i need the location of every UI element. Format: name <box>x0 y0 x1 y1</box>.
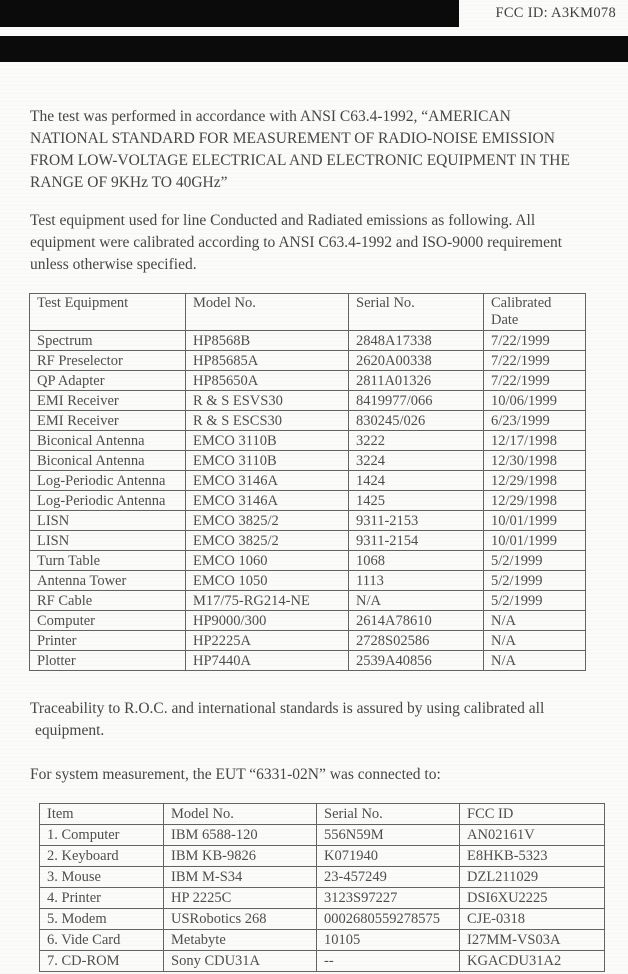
table-cell: EMCO 3110B <box>186 451 349 471</box>
table-cell: 830245/026 <box>349 411 484 431</box>
table-cell: EMCO 3110B <box>186 431 349 451</box>
table-cell: 1068 <box>349 551 484 571</box>
table-cell: KGACDU31A2 <box>460 951 605 972</box>
table-cell: Plotter <box>30 651 186 671</box>
table-cell: 1113 <box>349 571 484 591</box>
table-cell: N/A <box>349 591 484 611</box>
table-cell: 3222 <box>349 431 484 451</box>
table-cell: QP Adapter <box>30 371 186 391</box>
table-row <box>30 411 586 431</box>
table-cell: E8HKB-5323 <box>460 846 605 867</box>
table-row <box>30 471 586 491</box>
table-cell: RF Preselector <box>30 351 186 371</box>
table-cell: HP8568B <box>186 331 349 351</box>
table-row <box>30 511 586 531</box>
table-cell: HP85685A <box>186 351 349 371</box>
table-row <box>40 825 605 846</box>
table-cell: 2620A00338 <box>349 351 484 371</box>
table-row <box>30 371 586 391</box>
text-line: Traceability to R.O.C. and international standards is assured by using calibrated all <box>30 700 545 717</box>
table-cell: 5. Modem <box>40 909 164 930</box>
table-cell: 1425 <box>349 491 484 511</box>
column-header: Model No. <box>164 804 317 825</box>
table-cell: Sony CDU31A <box>164 951 317 972</box>
table-cell: EMCO 3146A <box>186 471 349 491</box>
table-cell: 1424 <box>349 471 484 491</box>
table-cell: N/A <box>484 631 586 651</box>
table-row <box>30 591 586 611</box>
table-cell: Printer <box>30 631 186 651</box>
table-cell: N/A <box>484 651 586 671</box>
text-line: RANGE OF 9KHz TO 40GHz” <box>30 174 228 191</box>
table-header-row <box>30 294 586 331</box>
table-row <box>30 531 586 551</box>
table-cell: Biconical Antenna <box>30 451 186 471</box>
table-cell: AN02161V <box>460 825 605 846</box>
table-cell: 12/29/1998 <box>484 471 586 491</box>
table-cell: IBM KB-9826 <box>164 846 317 867</box>
table-cell: Computer <box>30 611 186 631</box>
table-row <box>40 951 605 972</box>
table-cell: IBM 6588-120 <box>164 825 317 846</box>
table-cell: 3. Mouse <box>40 867 164 888</box>
table-cell: DZL211029 <box>460 867 605 888</box>
table-cell: HP9000/300 <box>186 611 349 631</box>
table-cell: 9311-2154 <box>349 531 484 551</box>
table-cell: R & S ESCS30 <box>186 411 349 431</box>
table-cell: 5/2/1999 <box>484 591 586 611</box>
table-cell: USRobotics 268 <box>164 909 317 930</box>
table-row <box>40 846 605 867</box>
table-cell: DSI6XU2225 <box>460 888 605 909</box>
table-cell: 0002680559278575 <box>317 909 460 930</box>
table-cell: Log-Periodic Antenna <box>30 491 186 511</box>
table-cell: 556N59M <box>317 825 460 846</box>
table-row <box>30 491 586 511</box>
table-cell: EMCO 3825/2 <box>186 531 349 551</box>
table-cell: LISN <box>30 511 186 531</box>
table-row <box>30 551 586 571</box>
paragraph-equipment-intro <box>30 210 562 276</box>
table-cell: 2728S02586 <box>349 631 484 651</box>
table-cell: RF Cable <box>30 591 186 611</box>
table-cell: Log-Periodic Antenna <box>30 471 186 491</box>
table-header-row <box>40 804 605 825</box>
table-cell: R & S ESVS30 <box>186 391 349 411</box>
column-header: Serial No. <box>349 294 484 331</box>
table-cell: 7/22/1999 <box>484 351 586 371</box>
table-cell: 6/23/1999 <box>484 411 586 431</box>
table-cell: HP85650A <box>186 371 349 391</box>
column-header: Model No. <box>186 294 349 331</box>
text-line: unless otherwise specified. <box>30 256 197 273</box>
table-cell: EMI Receiver <box>30 411 186 431</box>
text-line: equipment were calibrated according to ANSI C63.4-1992 and ISO-9000 requirement <box>30 234 563 251</box>
table-row <box>30 391 586 411</box>
column-header: Serial No. <box>317 804 460 825</box>
table-cell: 2811A01326 <box>349 371 484 391</box>
table-cell: EMCO 3825/2 <box>186 511 349 531</box>
column-header: Item <box>40 804 164 825</box>
table-row <box>30 651 586 671</box>
table-row <box>40 888 605 909</box>
scan-artifact-bar-top <box>0 0 459 27</box>
table-cell: 3224 <box>349 451 484 471</box>
table-cell: -- <box>317 951 460 972</box>
table-cell: 12/29/1998 <box>484 491 586 511</box>
table-cell: 4. Printer <box>40 888 164 909</box>
text-line: FROM LOW-VOLTAGE ELECTRICAL AND ELECTRONIC EQUIPMENT IN THE <box>30 152 570 169</box>
column-header: FCC ID <box>460 804 605 825</box>
table-cell: EMI Receiver <box>30 391 186 411</box>
table-cell: 5/2/1999 <box>484 551 586 571</box>
table-row <box>40 867 605 888</box>
table-cell: 12/17/1998 <box>484 431 586 451</box>
table-cell: 10105 <box>317 930 460 951</box>
table-cell: 10/01/1999 <box>484 511 586 531</box>
table-cell: LISN <box>30 531 186 551</box>
table-cell: HP2225A <box>186 631 349 651</box>
table-cell: 2614A78610 <box>349 611 484 631</box>
table-cell: 8419977/066 <box>349 391 484 411</box>
text-line: equipment. <box>35 722 105 739</box>
paragraph-standard <box>30 106 570 194</box>
table-cell: EMCO 1060 <box>186 551 349 571</box>
table-cell: CJE-0318 <box>460 909 605 930</box>
table-row <box>30 451 586 471</box>
column-header: Calibrated Date <box>484 294 586 331</box>
table-cell: EMCO 1050 <box>186 571 349 591</box>
table-cell: 10/01/1999 <box>484 531 586 551</box>
table-cell: Turn Table <box>30 551 186 571</box>
table-cell: HP7440A <box>186 651 349 671</box>
table-cell: 2848A17338 <box>349 331 484 351</box>
table-cell: 3123S97227 <box>317 888 460 909</box>
system-connection-table-body <box>40 825 605 972</box>
scan-artifact-bar-second <box>0 36 628 62</box>
table-cell: 1. Computer <box>40 825 164 846</box>
text-line: For system measurement, the EUT “6331-02N” was connected to: <box>30 766 441 783</box>
table-cell: K071940 <box>317 846 460 867</box>
table-row <box>40 909 605 930</box>
table-row <box>30 611 586 631</box>
table-cell: Spectrum <box>30 331 186 351</box>
table-cell: M17/75-RG214-NE <box>186 591 349 611</box>
table-cell: 2. Keyboard <box>40 846 164 867</box>
table-cell: 12/30/1998 <box>484 451 586 471</box>
system-connection-table <box>39 803 605 972</box>
table-cell: N/A <box>484 611 586 631</box>
text-line: Test equipment used for line Conducted and Radiated emissions as following. All <box>30 212 536 229</box>
table-cell: Biconical Antenna <box>30 431 186 451</box>
table-cell: 7/22/1999 <box>484 371 586 391</box>
table-cell: 6. Vide Card <box>40 930 164 951</box>
table-cell: 5/2/1999 <box>484 571 586 591</box>
table-cell: HP 2225C <box>164 888 317 909</box>
table-cell: 9311-2153 <box>349 511 484 531</box>
table-cell: 7/22/1999 <box>484 331 586 351</box>
column-header: Test Equipment <box>30 294 186 331</box>
table-cell: EMCO 3146A <box>186 491 349 511</box>
table-cell: 2539A40856 <box>349 651 484 671</box>
table-row <box>30 331 586 351</box>
table-cell: Metabyte <box>164 930 317 951</box>
table-row <box>30 571 586 591</box>
table-row <box>30 631 586 651</box>
test-equipment-table-body <box>30 331 586 671</box>
table-cell: IBM M-S34 <box>164 867 317 888</box>
table-cell: I27MM-VS03A <box>460 930 605 951</box>
paragraph-traceability <box>30 698 544 742</box>
table-row <box>30 351 586 371</box>
paragraph-eut <box>30 764 441 786</box>
table-cell: 10/06/1999 <box>484 391 586 411</box>
text-line: NATIONAL STANDARD FOR MEASUREMENT OF RADIO-NOISE EMISSION <box>30 130 555 147</box>
table-cell: 7. CD-ROM <box>40 951 164 972</box>
table-cell: Antenna Tower <box>30 571 186 591</box>
table-cell: 23-457249 <box>317 867 460 888</box>
test-equipment-table <box>29 293 586 671</box>
table-row <box>40 930 605 951</box>
table-row <box>30 431 586 451</box>
fcc-id-text: FCC ID: A3KM078 <box>495 5 616 21</box>
text-line: The test was performed in accordance with ANSI C63.4-1992, “AMERICAN <box>30 108 511 125</box>
